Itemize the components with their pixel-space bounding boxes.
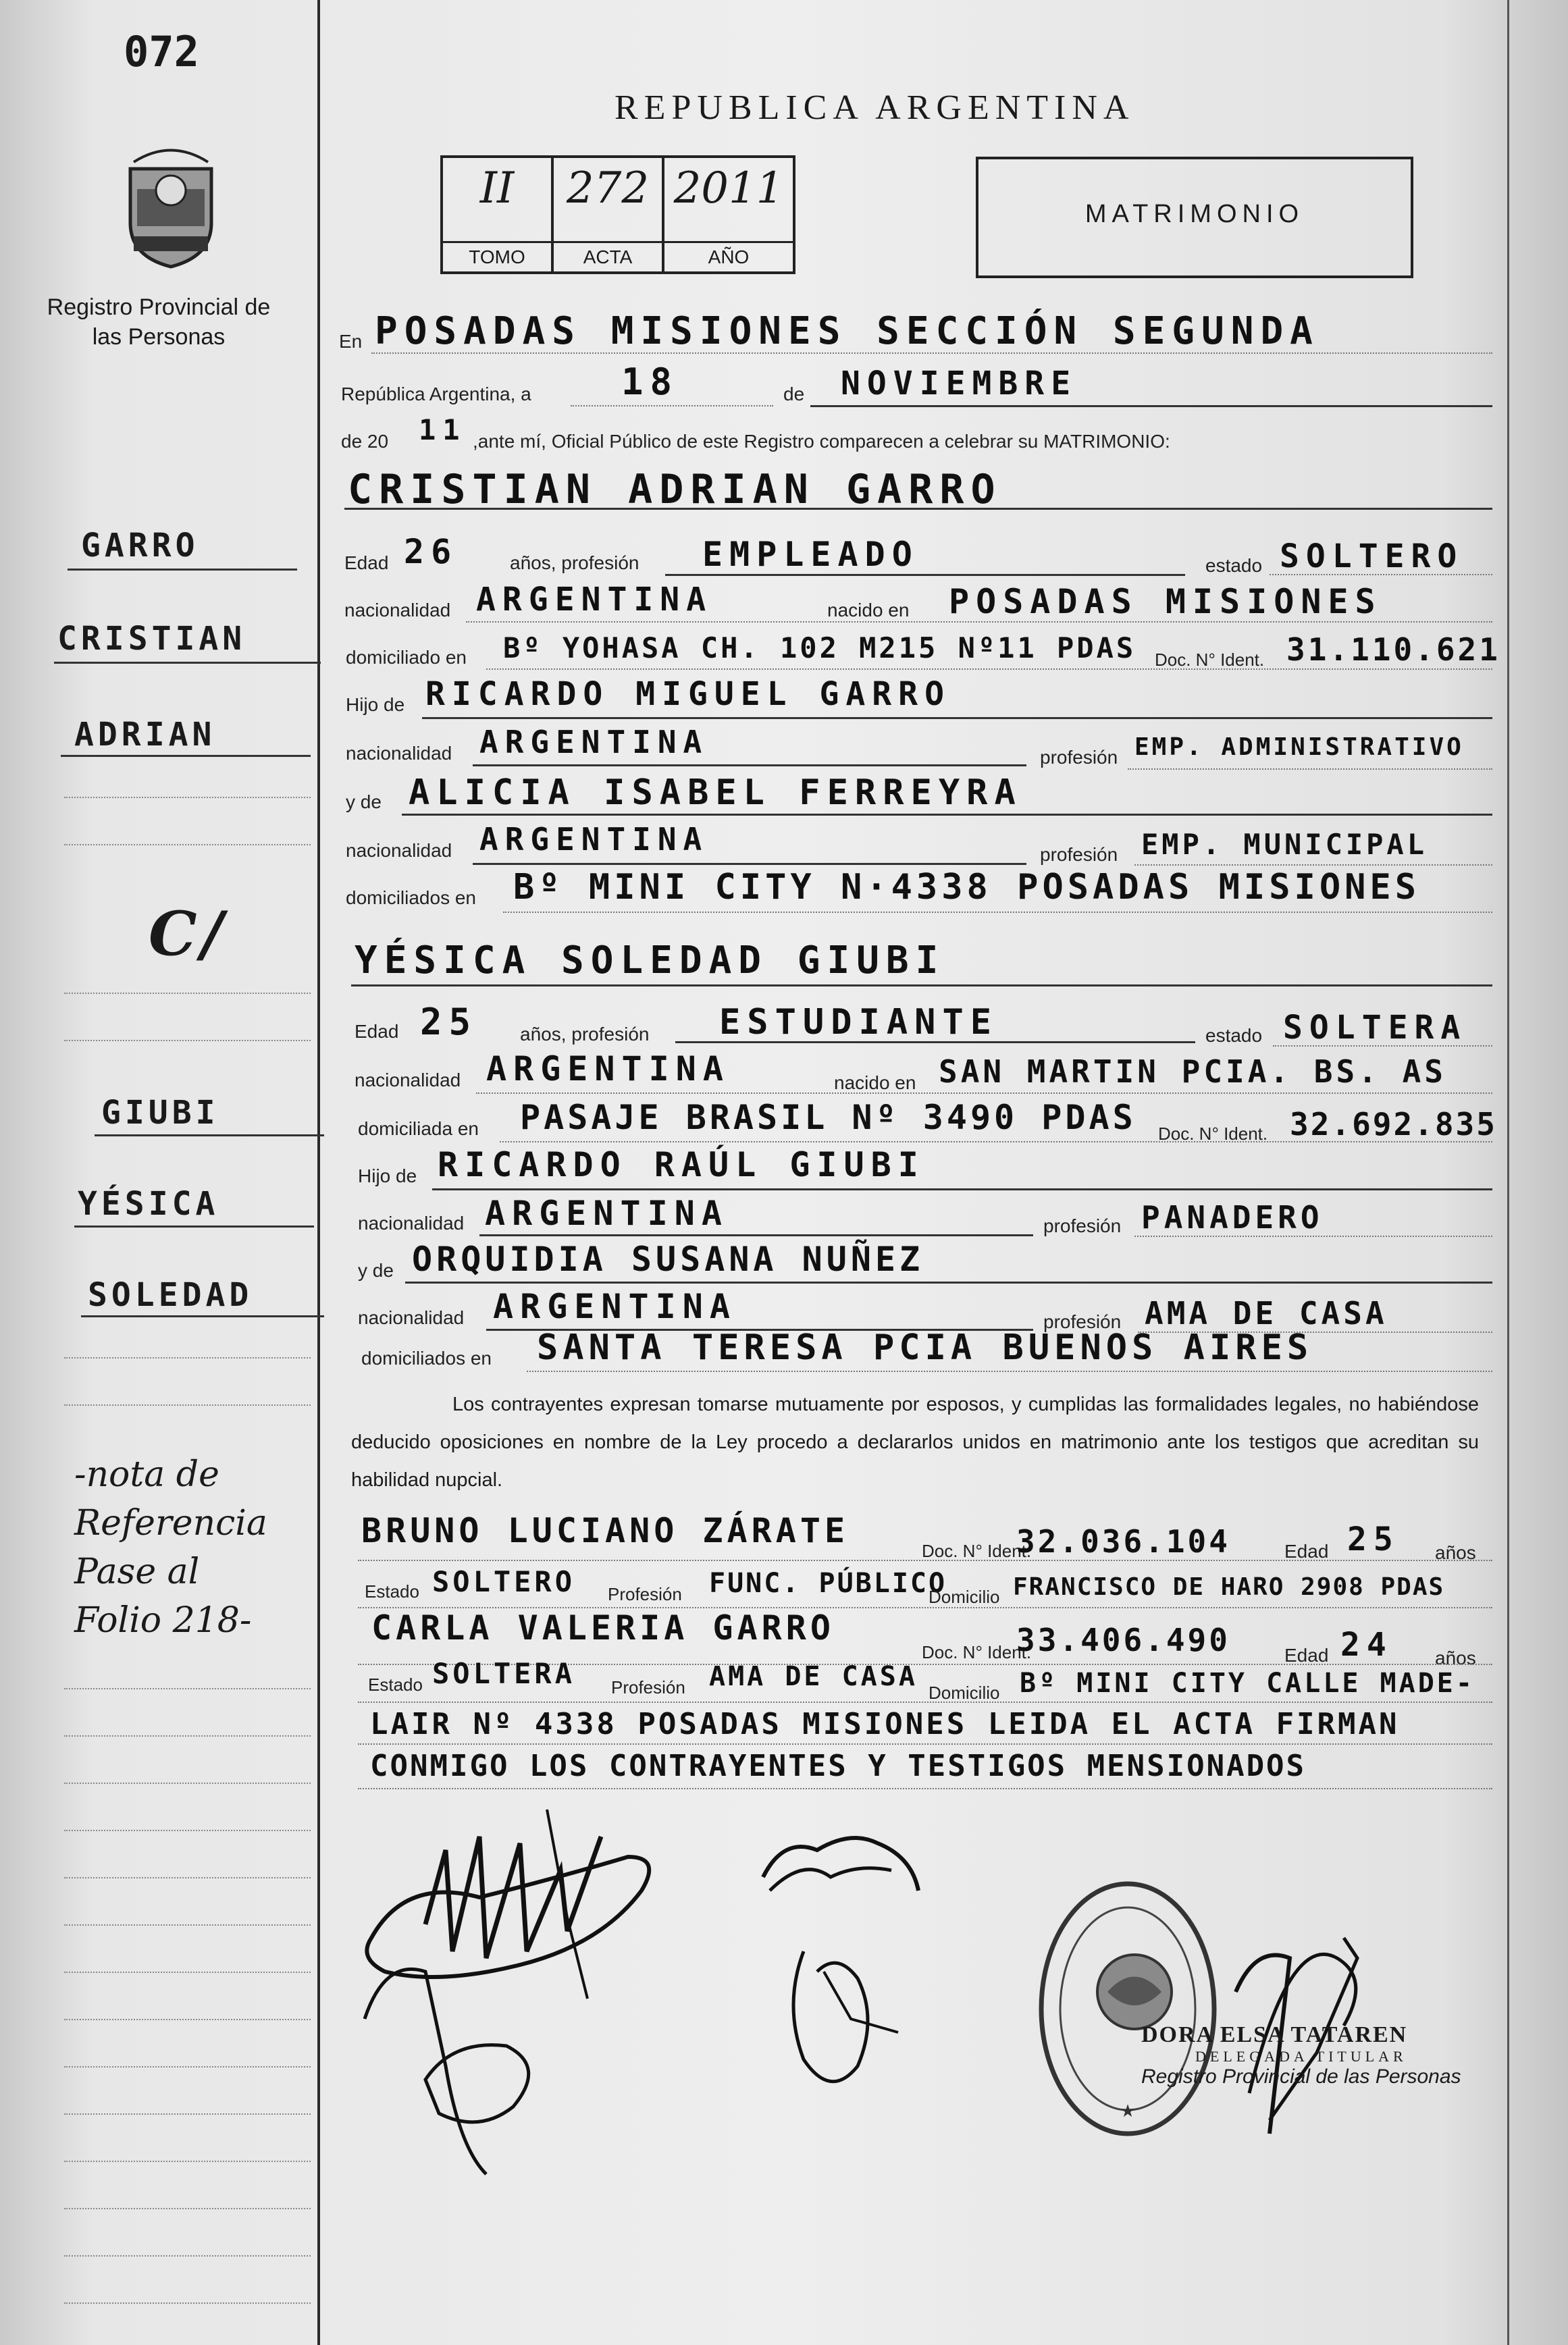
label-republica: República Argentina, a <box>341 384 531 404</box>
label-nacionalidad: nacionalidad <box>358 1213 465 1234</box>
label-hijo-de: Hijo de <box>358 1165 417 1186</box>
label-y-de: y de <box>358 1260 394 1281</box>
margin-con: C/ <box>149 898 228 970</box>
marriage-statement <box>351 1386 1479 1499</box>
field-line <box>466 621 1492 623</box>
register-box <box>440 155 795 274</box>
groom-mother-nationality: ARGENTINA <box>479 821 709 858</box>
margin-underline <box>95 1134 324 1136</box>
place-value: POSADAS MISIONES SECCIÓN SEGUNDA <box>375 309 1319 353</box>
witness1-address: FRANCISCO DE HARO 2908 PDAS <box>1013 1573 1445 1601</box>
country-title: REPUBLICA ARGENTINA <box>615 88 1135 127</box>
label-doc-ident: Doc. N° Ident. <box>922 1541 1032 1561</box>
groom-mother-profession: EMP. MUNICIPAL <box>1141 828 1428 861</box>
note-line: Folio 218- <box>74 1600 252 1641</box>
label-de-20: de 20 <box>341 431 389 452</box>
groom-age: 26 <box>404 532 459 571</box>
record-type-box <box>976 157 1413 278</box>
tomo-cell <box>443 158 554 271</box>
groom-father: RICARDO MIGUEL GARRO <box>425 675 951 713</box>
witness2-status: SOLTERA <box>432 1657 576 1690</box>
field-line <box>1134 864 1492 866</box>
margin-rule <box>64 1783 311 1784</box>
anio-value: 2011 <box>673 163 784 213</box>
field-line <box>473 863 1026 865</box>
bride-mother-profession: AMA DE CASA <box>1145 1295 1388 1332</box>
margin-rule <box>64 1404 311 1406</box>
bride-profession: ESTUDIANTE <box>719 1002 999 1043</box>
label-anios-profesion: años, profesión <box>510 552 639 573</box>
label-edad: Edad <box>1284 1645 1329 1666</box>
label-profesion: Profesión <box>608 1584 682 1604</box>
label-profesion: profesión <box>1043 1215 1122 1236</box>
label-profesion: profesión <box>1040 747 1118 768</box>
svg-text:★: ★ <box>1120 2101 1136 2121</box>
bride-birthplace: SAN MARTIN PCIA. BS. AS <box>939 1053 1446 1090</box>
margin-bride-name2: SOLEDAD <box>88 1276 253 1314</box>
witness2-doc: 33.406.490 <box>1016 1622 1230 1658</box>
stamp-name: DORA ELSA TATAREN <box>1141 2022 1408 2047</box>
label-nacionalidad: nacionalidad <box>358 1307 465 1328</box>
bride-nationality: ARGENTINA <box>486 1049 730 1088</box>
bride-full-name: YÉSICA SOLEDAD GIUBI <box>355 939 945 982</box>
field-line <box>473 764 1026 766</box>
bride-father-profession: PANADERO <box>1141 1199 1324 1236</box>
registry-label: Registro Provincial de las Personas <box>47 294 271 350</box>
label-anios: años <box>1435 1648 1476 1668</box>
closing-line-1: LAIR Nº 4338 POSADAS MISIONES LEIDA EL ACTA FIRMAN <box>370 1707 1400 1741</box>
field-line <box>422 717 1492 719</box>
acta-value: 272 <box>566 163 650 213</box>
margin-groom-name2: ADRIAN <box>74 716 216 754</box>
label-doc-ident: Doc. N° Ident. <box>1158 1124 1268 1144</box>
witness2-name: CARLA VALERIA GARRO <box>371 1608 835 1648</box>
label-domicilio: Domicilio <box>929 1587 1000 1607</box>
label-edad: Edad <box>355 1021 399 1042</box>
margin-rule <box>64 844 311 845</box>
margin-underline <box>74 1226 314 1228</box>
label-doc-ident: Doc. N° Ident. <box>922 1642 1032 1662</box>
bride-mother-nationality: ARGENTINA <box>493 1287 737 1326</box>
groom-signature-icon <box>344 1796 723 2188</box>
registry-seal-icon <box>1033 1874 1236 2144</box>
label-nacionalidad: nacionalidad <box>346 743 452 764</box>
field-line <box>402 814 1492 816</box>
witness2-age: 24 <box>1340 1626 1393 1664</box>
groom-birthplace: POSADAS MISIONES <box>949 582 1382 621</box>
groom-nationality: ARGENTINA <box>476 581 713 618</box>
margin-rule <box>64 2161 311 2162</box>
groom-mother: ALICIA ISABEL FERREYRA <box>409 772 1022 813</box>
label-nacido-en: nacido en <box>827 600 910 621</box>
official-stamp <box>1141 2022 1461 2088</box>
groom-status: SOLTERO <box>1280 537 1464 575</box>
margin-rule <box>64 1972 311 1973</box>
field-line <box>358 1702 1492 1703</box>
label-y-de: y de <box>346 791 382 812</box>
witness1-doc: 32.036.104 <box>1016 1523 1230 1560</box>
field-line <box>1128 768 1492 770</box>
margin-rule <box>64 1924 311 1926</box>
witness1-age: 25 <box>1347 1521 1400 1558</box>
groom-father-nationality: ARGENTINA <box>479 724 709 760</box>
bride-address: PASAJE BRASIL Nº 3490 PDAS <box>520 1098 1136 1137</box>
bride-mother: ORQUIDIA SUSANA NUÑEZ <box>412 1240 924 1279</box>
anio-cell <box>664 158 793 271</box>
margin-rule <box>64 1040 311 1041</box>
label-domiciliada: domiciliada en <box>358 1118 479 1139</box>
label-domiciliado: domiciliado en <box>346 647 467 668</box>
label-edad: Edad <box>344 552 389 573</box>
margin-rule <box>64 993 311 994</box>
groom-profession: EMPLEADO <box>702 535 919 574</box>
bride-status: SOLTERA <box>1283 1009 1467 1047</box>
date-year: 11 <box>419 413 467 446</box>
margin-rule <box>64 1688 311 1689</box>
acta-label: ACTA <box>554 241 662 271</box>
margin-rule <box>64 2066 311 2067</box>
margin-note <box>74 1450 267 1645</box>
field-line <box>503 912 1492 913</box>
label-estado: Estado <box>368 1675 423 1695</box>
label-domiciliados: domiciliados en <box>346 887 476 908</box>
tomo-value: II <box>479 163 515 213</box>
label-nacido-en: nacido en <box>834 1072 916 1093</box>
label-comparecen: ,ante mí, Oficial Público de este Registro comparecen a celebrar su MATRIMONIO: <box>473 431 1170 452</box>
margin-underline <box>54 662 321 664</box>
bride-father-nationality: ARGENTINA <box>485 1194 729 1233</box>
margin-rule <box>64 1357 311 1359</box>
margin-rule <box>64 2302 311 2304</box>
label-en: En <box>339 331 363 352</box>
field-line <box>527 1371 1492 1372</box>
field-line <box>405 1282 1492 1284</box>
witness2-profession: AMA DE CASA <box>709 1661 918 1692</box>
label-nacionalidad: nacionalidad <box>355 1070 461 1090</box>
stamp-role: DELEGADA TITULAR <box>1195 2048 1407 2065</box>
label-anios: años <box>1435 1542 1476 1563</box>
margin-underline <box>61 755 311 757</box>
label-profesion: profesión <box>1043 1311 1122 1332</box>
field-line <box>1273 1045 1492 1047</box>
right-margin-rule <box>1507 0 1509 2345</box>
margin-rule <box>64 1830 311 1831</box>
field-line <box>344 508 1492 510</box>
field-line <box>571 405 773 406</box>
bride-age: 25 <box>420 1001 478 1043</box>
note-line: Referencia <box>74 1503 267 1544</box>
witness1-name: BRUNO LUCIANO ZÁRATE <box>361 1511 850 1550</box>
statement-text: Los contrayentes expresan tomarse mutuamente por esposos, y cumplidas las formalidades legales, no habiéndose deducido oposiciones en nombre de la Ley procedo a declararlos unidos en matrimonio ante los testigos que acreditan su habilidad nupcial. <box>351 1394 1479 1491</box>
field-line <box>358 1743 1492 1745</box>
groom-address: Bº YOHASA CH. 102 M215 Nº11 PDAS <box>503 631 1136 664</box>
field-line <box>675 1041 1195 1043</box>
field-line <box>500 1141 1492 1142</box>
groom-full-name: CRISTIAN ADRIAN GARRO <box>348 466 1002 513</box>
margin-rule <box>64 1877 311 1878</box>
groom-father-profession: EMP. ADMINISTRATIVO <box>1134 733 1464 761</box>
closing-line-2: CONMIGO LOS CONTRAYENTES Y TESTIGOS MENSIONADOS <box>370 1749 1307 1783</box>
margin-rule <box>64 797 311 798</box>
margin-rule <box>64 1735 311 1737</box>
margin-groom-surname: GARRO <box>81 527 199 564</box>
margin-groom-name1: CRISTIAN <box>57 620 246 658</box>
label-doc-ident: Doc. N° Ident. <box>1155 650 1265 670</box>
groom-parents-address: Bº MINI CITY N·4338 POSADAS MISIONES <box>513 867 1421 907</box>
margin-underline <box>81 1315 324 1317</box>
date-month: NOVIEMBRE <box>841 365 1078 402</box>
witness2-address: Bº MINI CITY CALLE MADE- <box>1020 1668 1475 1699</box>
note-line: -nota de <box>74 1454 219 1495</box>
margin-underline <box>68 569 297 571</box>
anio-label: AÑO <box>664 241 793 271</box>
label-anios-profesion: años, profesión <box>520 1024 650 1045</box>
label-estado: Estado <box>365 1581 419 1602</box>
label-nacionalidad: nacionalidad <box>344 600 451 621</box>
province-emblem-icon <box>120 142 221 270</box>
margin-bride-surname: GIUBI <box>101 1094 219 1132</box>
field-line <box>1134 1236 1492 1237</box>
label-profesion: profesión <box>1040 844 1118 865</box>
witness1-profession: FUNC. PÚBLICO <box>709 1568 947 1599</box>
label-domiciliados: domiciliados en <box>361 1348 492 1369</box>
field-line <box>1270 574 1492 575</box>
label-de: de <box>783 384 805 404</box>
bride-doc: 32.692.835 <box>1290 1106 1497 1142</box>
label-hijo-de: Hijo de <box>346 694 405 715</box>
label-estado: estado <box>1205 1025 1263 1046</box>
acta-cell <box>554 158 664 271</box>
label-edad: Edad <box>1284 1541 1329 1562</box>
label-nacionalidad: nacionalidad <box>346 840 452 861</box>
note-line: Pase al <box>74 1552 200 1592</box>
field-line <box>358 1788 1492 1789</box>
field-line <box>371 352 1492 354</box>
date-day: 18 <box>621 361 679 403</box>
margin-rule <box>64 2019 311 2020</box>
field-line <box>432 1188 1492 1190</box>
field-line <box>351 984 1492 986</box>
bride-father: RICARDO RAÚL GIUBI <box>438 1145 925 1184</box>
field-line <box>665 574 1185 576</box>
groom-doc: 31.110.621 <box>1286 631 1500 668</box>
field-line <box>810 405 1492 407</box>
field-line <box>486 668 1492 670</box>
record-type: MATRIMONIO <box>1084 200 1305 228</box>
margin-bride-name1: YÉSICA <box>78 1185 219 1223</box>
label-profesion: Profesión <box>611 1677 685 1697</box>
field-line <box>358 1560 1492 1561</box>
label-domicilio: Domicilio <box>929 1683 1000 1703</box>
margin-rule <box>64 2113 311 2115</box>
tomo-label: TOMO <box>443 241 551 271</box>
folio-number: 072 <box>124 27 199 76</box>
bride-parents-address: SANTA TERESA PCIA BUENOS AIRES <box>537 1327 1313 1368</box>
bride-signature-icon <box>756 1816 932 2100</box>
witness1-status: SOLTERO <box>432 1565 576 1598</box>
label-estado: estado <box>1205 555 1263 576</box>
stamp-org: Registro Provincial de las Personas <box>1141 2065 1461 2088</box>
field-line <box>476 1092 1492 1094</box>
margin-rule <box>64 2208 311 2209</box>
field-line <box>479 1234 1033 1236</box>
margin-rule <box>64 2255 311 2257</box>
left-margin-rule <box>317 0 320 2345</box>
